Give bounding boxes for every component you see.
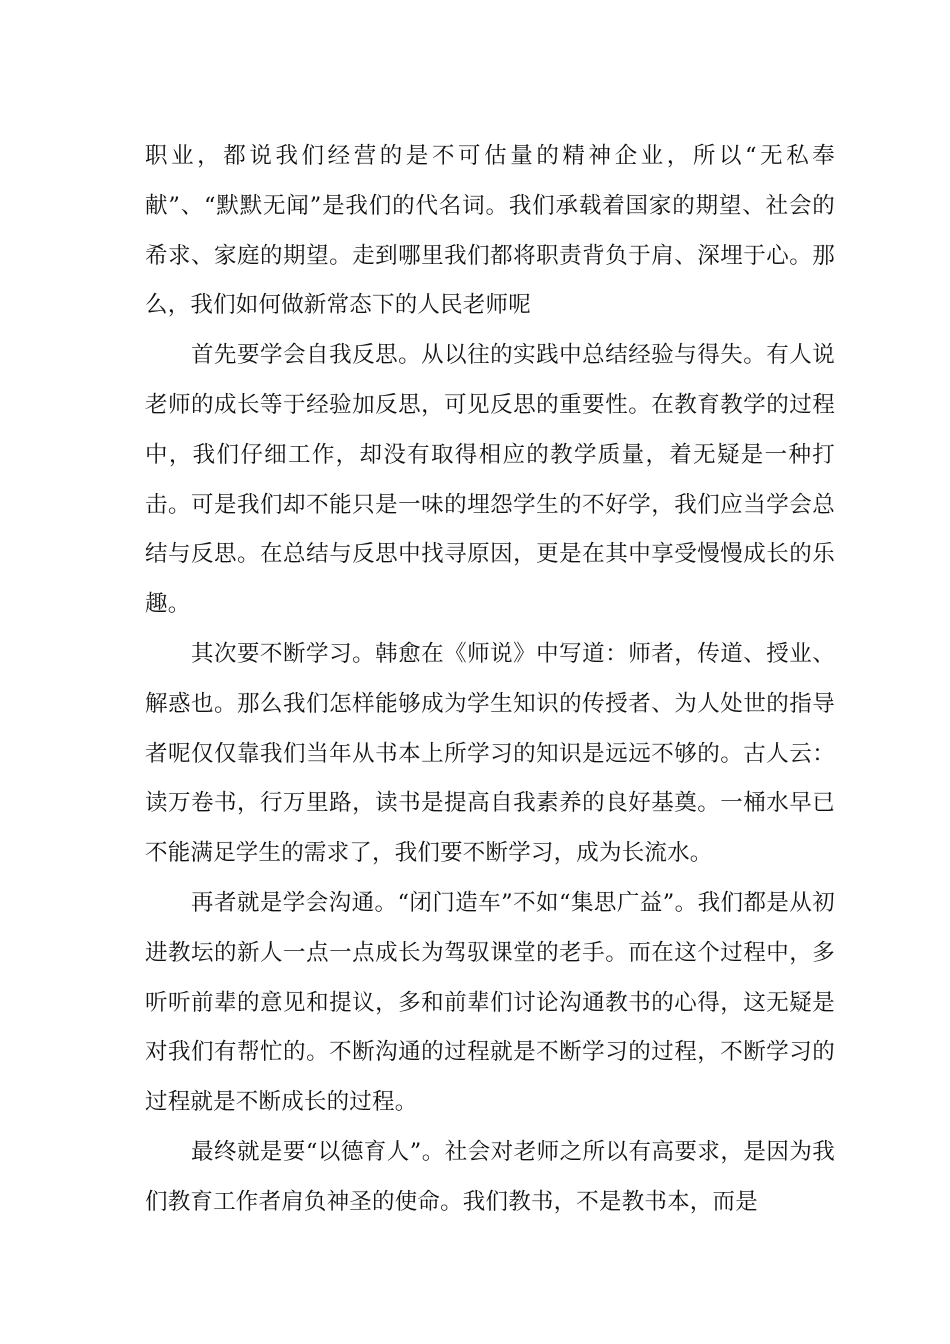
- paragraph-continuous-learning: 其次要不断学习。韩愈在《师说》中写道：师者，传道、授业、解惑也。那么我们怎样能够成为学生知识的传授者、为人处世的指导者呢仅仅靠我们当年从书本上所学习的知识是远远不够的。古人云：读万卷书，行万里路，读书是提高自我素养的良好基奠。一桶水早已不能满足学生的需求了，我们要不断学习，成为长流水。: [145, 640, 835, 867]
- paragraph-communication: 再者就是学会沟通。“闭门造车”不如“集思广益”。我们都是从初进教坛的新人一点一点成长为驾驭课堂的老手。而在这个过程中，多听听前辈的意见和提议，多和前辈们讨论沟通教书的心得，这无疑是对我们有帮忙的。不断沟通的过程就是不断学习的过程，不断学习的过程就是不断成长的过程。: [145, 889, 835, 1116]
- document-body: [145, 132, 835, 1228]
- paragraph-continuation: 职业，都说我们经营的是不可估量的精神企业，所以“无私奉献”、“默默无闻”是我们的代名词。我们承载着国家的期望、社会的希求、家庭的期望。走到哪里我们都将职责背负于肩、深埋于心。那么，我们如何做新常态下的人民老师呢: [145, 143, 835, 319]
- paragraph-self-reflection: 首先要学会自我反思。从以往的实践中总结经验与得失。有人说老师的成长等于经验加反思，可见反思的重要性。在教育教学的过程中，我们仔细工作，却没有取得相应的教学质量，着无疑是一种打击。可是我们却不能只是一味的埋怨学生的不好学，我们应当学会总结与反思。在总结与反思中找寻原因，更是在其中享受慢慢成长的乐趣。: [145, 342, 835, 618]
- paragraph-moral-education: 最终就是要“以德育人”。社会对老师之所以有高要求，是因为我们教育工作者肩负神圣的使命。我们教书，不是教书本，而是: [145, 1138, 835, 1215]
